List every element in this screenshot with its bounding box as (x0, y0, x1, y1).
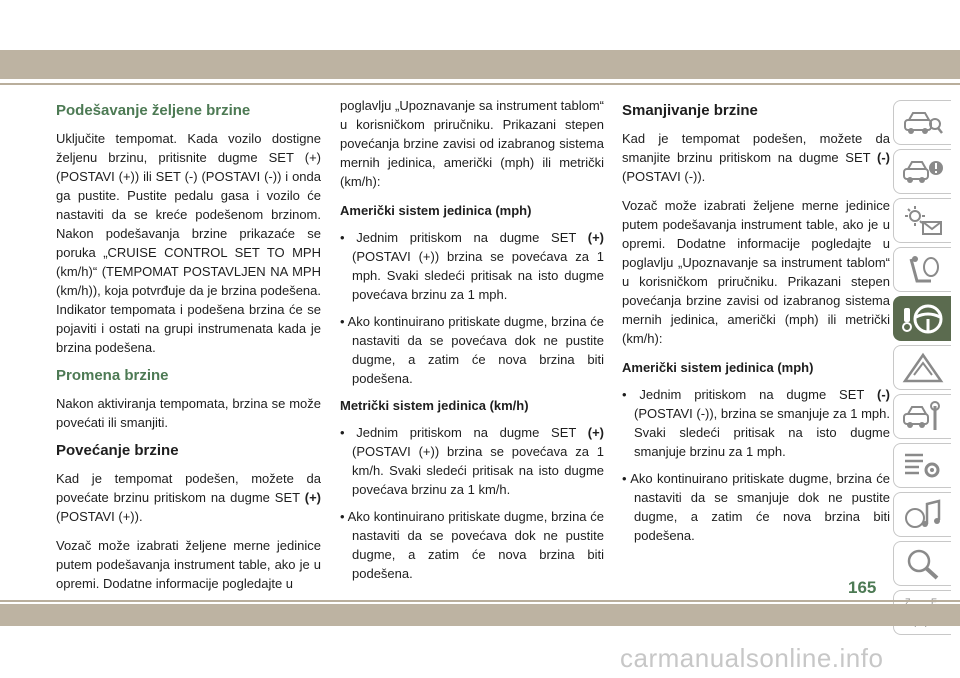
paragraph-decrease-speed: Kad je tempomat podešen, možete da smanjite brzinu pritiskom na dugme SET (-) (POSTAVI (-)). (622, 131, 890, 184)
header-band (0, 50, 960, 79)
tab-multimedia[interactable] (893, 492, 951, 537)
car-wrench-icon (901, 400, 945, 434)
tab-indicators[interactable] (893, 149, 951, 194)
heading-decrease-speed: Smanjivanje brzine (622, 102, 758, 119)
subheading-us-units: Američki sistem jedinica (mph) (340, 203, 532, 218)
list-metric-increase (340, 423, 604, 583)
music-note-icon (901, 498, 945, 532)
page-number: 165 (848, 578, 877, 597)
list-item: • Jednim pritiskom na dugme SET (+) (POSTAVI (+)) brzina se povećava za 1 mph. Svaki sledeći pritisak na isto dugme povećava brzinu za 1 mph. (340, 230, 604, 302)
header-rule (0, 83, 960, 85)
sun-envelope-icon (901, 204, 945, 238)
list-us-increase (340, 228, 604, 388)
heading-change-speed: Promena brzine (56, 367, 169, 384)
car-info-icon (901, 155, 945, 189)
tab-search[interactable] (893, 541, 951, 586)
column-2 (340, 96, 604, 591)
car-search-icon (901, 106, 945, 140)
watermark-text: carmanualsonline.info (620, 643, 884, 673)
tab-specifications[interactable] (893, 443, 951, 488)
heading-set-speed: Podešavanje željene brzine (56, 102, 251, 119)
paragraph-change-speed: Nakon aktiviranja tempomata, brzina se može povećati ili smanjiti. (56, 396, 321, 430)
paragraph-units: Vozač može izabrati željene merne jedinice putem podešavanja instrument table, ako je u opremi. Dodatne informacije pogledajte u (56, 538, 321, 591)
tab-emergency[interactable] (893, 345, 951, 390)
steering-wheel-key-icon (901, 302, 945, 336)
list-item: • Ako kontinuirano pritiskate dugme, brzina će nastaviti da se povećava dok ne pustite dugme, a zatim će nova brzina biti podešena. (340, 509, 604, 581)
tab-vehicle[interactable] (893, 100, 951, 145)
list-item: • Jednim pritiskom na dugme SET (-) (POSTAVI (-)), brzina se smanjuje za 1 mph. Svaki sledeći pritisak na isto dugme smanjuje brzinu za 1 mph. (622, 387, 890, 459)
list-item: • Ako kontinuirano pritiskate dugme, brzina će nastaviti da se smanjuje dok ne pustite dugme, a zatim će nova brzina biti podešena. (622, 471, 890, 543)
paragraph-units-2: Vozač može izabrati željene merne jedinice putem podešavanja instrument table, ako je u opremi. Dodatne informacije pogledajte u poglavlju „Upoznavanje sa instrument tablom“ u korisničkom priručniku. Prikazani stepen povećanja brzine zavisi od izabranog sistema mernih jedinica, američki (mph) ili metrički (km/h): (622, 198, 890, 346)
paragraph-increase-speed: Kad je tempomat podešen, možete da povećate brzinu pritiskom na dugme SET (+) (POSTAVI (+)). (56, 471, 321, 524)
tab-driving[interactable] (893, 296, 951, 341)
paragraph-set-speed: Uključite tempomat. Kada vozilo dostigne željenu brzinu, pritisnite dugme SET (+) (POSTAVI (+)) ili SET (-) (POSTAVI (-)) i onda ga pustite. Pustite pedalu gasa i vozilo će nastaviti da se kreće podešenom brzinom. Nakon podešavanja brzine prikazaće se poruka „CRUISE CONTROL SET TO MPH (km/h)“ (TEMPOMAT POSTAVLJEN NA MPH (km/h)), koja potvrđuje da je brzina podešena. Indikator tempomata i podešena brzina će se pojaviti i ostati na grupi instrumenata kada je brzina podešena. (56, 131, 321, 355)
footer-band (0, 604, 960, 626)
subheading-us-units-2: Američki sistem jedinica (mph) (622, 360, 814, 375)
tab-lights-messages[interactable] (893, 198, 951, 243)
magnifier-icon (901, 547, 945, 581)
list-us-decrease (622, 385, 890, 545)
subheading-metric-units: Metrički sistem jedinica (km/h) (340, 398, 529, 413)
paragraph-units-cont: poglavlju „Upoznavanje sa instrument tablom“ u korisničkom priručniku. Prikazani stepen povećanja brzine zavisi od izabranog sistema mernih jedinica, američki (mph) ili metrički (km/h): (340, 98, 604, 189)
airbag-seat-icon (901, 253, 945, 287)
column-3 (622, 96, 890, 553)
tab-safety[interactable] (893, 247, 951, 292)
footer-rule (0, 600, 960, 602)
warning-triangle-icon (901, 351, 945, 385)
column-1 (56, 96, 321, 603)
chapter-tabs (893, 100, 951, 639)
list-item: • Ako kontinuirano pritiskate dugme, brzina će nastaviti da se povećava dok ne pustite dugme, a zatim će nova brzina biti podešena. (340, 314, 604, 386)
list-item: • Jednim pritiskom na dugme SET (+) (POSTAVI (+)) brzina se povećava za 1 km/h. Svaki sledeći pritisak na isto dugme povećava brzinu za 1 km/h. (340, 425, 604, 497)
heading-increase-speed: Povećanje brzine (56, 442, 179, 459)
list-gear-icon (901, 449, 945, 483)
tab-maintenance[interactable] (893, 394, 951, 439)
